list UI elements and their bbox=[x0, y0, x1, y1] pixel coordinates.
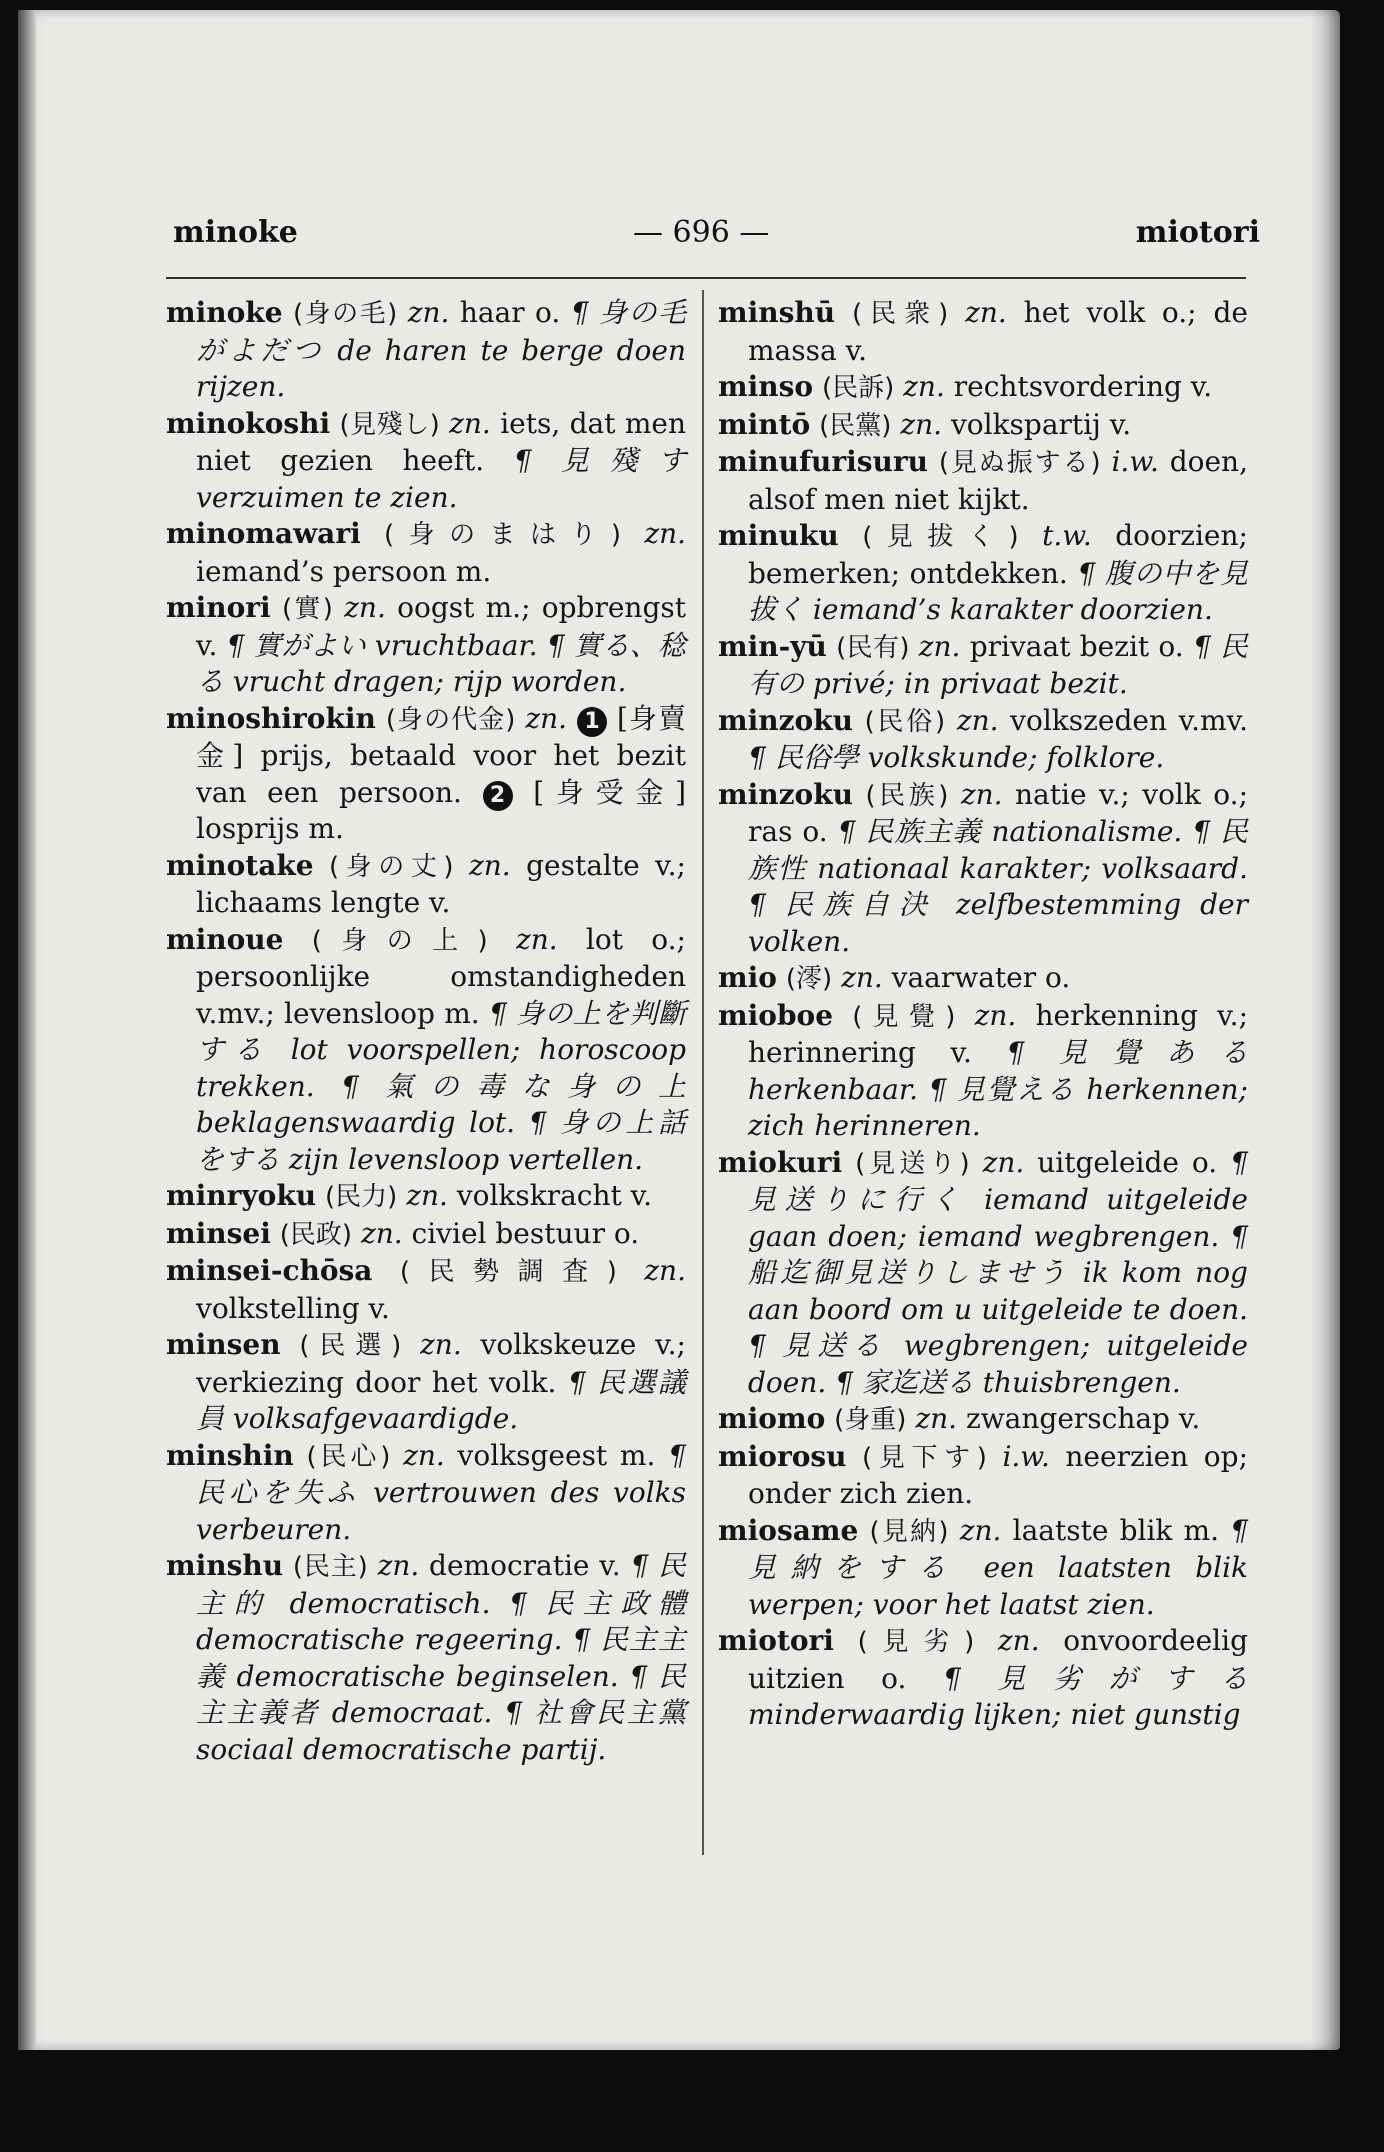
entry-hw: minuku bbox=[718, 519, 839, 552]
dictionary-entry bbox=[718, 960, 1248, 998]
entry-ja: (民力) bbox=[324, 1182, 398, 1212]
entry-tr: uitgeleide o. bbox=[1037, 1145, 1218, 1179]
entry-hw: mintō bbox=[718, 407, 811, 441]
entry-hw: minokoshi bbox=[166, 406, 331, 440]
entry-rest: ¶ 見劣がする minderwaardig lijken; niet gunstig bbox=[748, 1661, 1249, 1731]
entry-ja: (見下す) bbox=[862, 1442, 987, 1473]
entry-pos: zn. bbox=[377, 1549, 420, 1582]
dictionary-entry bbox=[166, 701, 686, 848]
dictionary-entry bbox=[166, 1548, 686, 1768]
entry-ja: (澪) bbox=[785, 964, 833, 994]
dictionary-page bbox=[18, 10, 1340, 2050]
dictionary-entry bbox=[718, 703, 1248, 777]
entry-tr: civiel bestuur o. bbox=[411, 1216, 640, 1250]
dictionary-entry bbox=[718, 1145, 1248, 1402]
entry-hw: minzoku bbox=[718, 777, 853, 811]
dictionary-entry bbox=[718, 1513, 1248, 1624]
dictionary-entry bbox=[166, 1253, 686, 1327]
entry-tr: neerzien op; onder zich zien. bbox=[748, 1439, 1249, 1510]
entry-tr: natie v.; volk o.; ras o. bbox=[748, 777, 1249, 848]
entry-tr: lot o.; persoonlijke omstandigheden v.mv.; levensloop m. bbox=[196, 922, 686, 1030]
entry-ja: (民主) bbox=[292, 1552, 368, 1582]
entry-pos: zn. bbox=[420, 1328, 462, 1361]
entry-tr: iemand’s persoon m. bbox=[196, 554, 492, 588]
entry-ja: (身のまはり) bbox=[384, 520, 621, 550]
dictionary-entry bbox=[718, 407, 1248, 445]
page-spine bbox=[18, 10, 36, 2050]
dictionary-entry bbox=[166, 590, 686, 701]
entry-hw: minshū bbox=[718, 296, 836, 329]
entry-hw: mio bbox=[718, 961, 777, 994]
entry-pos: zn. bbox=[841, 961, 883, 994]
entry-tr: privaat bezit o. bbox=[969, 629, 1184, 663]
entry-pos: zn. bbox=[644, 1254, 686, 1287]
entry-pos: zn. bbox=[959, 1513, 1002, 1547]
entry-tr: democratie v. bbox=[429, 1549, 621, 1582]
entry-tr: volksgeest m. bbox=[457, 1438, 656, 1472]
entry-tr: het volk o.; de massa v. bbox=[748, 296, 1248, 367]
entry-ja: (身重) bbox=[834, 1405, 907, 1435]
entry-pos: zn. bbox=[982, 1145, 1025, 1179]
page-number: — 696 — bbox=[633, 215, 770, 250]
entry-pos: zn. bbox=[965, 296, 1007, 329]
entry-hw: minoshirokin bbox=[166, 701, 376, 735]
entry-tr: volkskracht v. bbox=[456, 1179, 653, 1212]
entry-pos: zn. bbox=[918, 629, 961, 663]
entry-tr: rechtsvordering v. bbox=[953, 370, 1213, 403]
entry-tr: zwangerschap v. bbox=[965, 1402, 1201, 1435]
entry-pos: zn. bbox=[974, 998, 1017, 1032]
entry-tr: volkspartij v. bbox=[950, 407, 1132, 441]
entry-ja: (民衆) bbox=[852, 299, 949, 329]
entry-hw: minryoku bbox=[166, 1179, 317, 1212]
right-column bbox=[718, 295, 1248, 1734]
entry-hw: minoue bbox=[166, 922, 284, 956]
entry-tr: volkskeuze v.; verkiezing door het volk. bbox=[196, 1328, 686, 1399]
entry-rest: ¶ 腹の中を見拔く iemand’s karakter doorzien. bbox=[748, 556, 1248, 626]
entry-ja: (身の毛) bbox=[292, 299, 398, 329]
dictionary-entry bbox=[718, 777, 1248, 961]
entry-ja: (民俗) bbox=[864, 706, 946, 737]
entry-hw: miosame bbox=[718, 1513, 859, 1547]
entry-rest: ¶ 民有の privé; in privaat bezit. bbox=[748, 629, 1249, 700]
entry-ja: (民心) bbox=[306, 1441, 391, 1472]
entry-ja: (身の上) bbox=[311, 925, 488, 956]
entry-ja: (見劣) bbox=[857, 1627, 975, 1657]
entry-pos: zn. bbox=[468, 848, 511, 882]
entry-pos: zn. bbox=[407, 296, 450, 329]
entry-hw: minomawari bbox=[166, 517, 361, 550]
dictionary-entry bbox=[166, 922, 686, 1179]
entry-ja: (實) bbox=[281, 594, 333, 624]
entry-tr: herkenning v.; herinnering v. bbox=[748, 998, 1249, 1069]
entry-tr: iets, dat men niet gezien heeft. bbox=[196, 406, 687, 477]
entry-hw: minshu bbox=[166, 1549, 284, 1582]
running-head-left: minoke bbox=[173, 215, 298, 250]
entry-rest: ¶ 身の毛がよだつ de haren te berge doen rijzen. bbox=[196, 296, 687, 403]
entry-hw: minotake bbox=[166, 848, 314, 882]
dictionary-entry bbox=[166, 406, 686, 517]
page-edge-shadow bbox=[1310, 10, 1340, 2050]
dictionary-entry bbox=[718, 518, 1248, 629]
dictionary-entry bbox=[166, 516, 686, 590]
entry-rest: ¶ 民俗學 volkskunde; folklore. bbox=[748, 741, 1165, 774]
entry-ja: (見送り) bbox=[855, 1148, 970, 1179]
dictionary-entry bbox=[718, 629, 1248, 703]
entry-ja: (民勢調査) bbox=[399, 1257, 617, 1287]
entry-pos: i.w. bbox=[1111, 445, 1159, 478]
dictionary-entry bbox=[166, 1216, 686, 1254]
entry-pos: t.w. bbox=[1042, 519, 1092, 552]
entry-rest: ¶ 民選議員 volksafgevaardigde. bbox=[196, 1365, 686, 1435]
entry-rest: ¶ 見送りに行く iemand uitgeleide gaan doen; iemand wegbrengen. ¶ 船迄御見送りしませう ik kom nog aan boord om u uitgeleide te doen. ¶ 見送る wegbrengen; uitgeleide doen. ¶ 家迄送る thuisbrengen. bbox=[748, 1145, 1248, 1399]
entry-pos: zn. bbox=[997, 1624, 1040, 1657]
entry-hw: minoke bbox=[166, 296, 283, 329]
entry-ja: (民訴) bbox=[821, 373, 895, 403]
entry-hw: minsei bbox=[166, 1216, 271, 1250]
entry-hw: minufurisuru bbox=[718, 445, 928, 478]
entry-hw: mioboe bbox=[718, 998, 834, 1032]
entry-pos: i.w. bbox=[1002, 1439, 1050, 1473]
entry-tr: doorzien; bemerken; ontdekken. bbox=[748, 519, 1248, 590]
header-rule bbox=[166, 277, 1246, 279]
sense-1-marker: 1 bbox=[577, 707, 607, 737]
dictionary-entry bbox=[166, 295, 686, 406]
entry-rest: ¶ 見殘す verzuimen te zien. bbox=[196, 444, 687, 514]
entry-ja: (見殘し) bbox=[339, 409, 440, 440]
entry-ja: (民族) bbox=[865, 780, 949, 811]
entry-pos: zn. bbox=[915, 1402, 958, 1435]
entry-tr: onvoordeelig uitzien o. bbox=[748, 1624, 1249, 1695]
dictionary-entry bbox=[718, 998, 1248, 1145]
entry-tr: gestalte v.; lichaams lengte v. bbox=[196, 848, 686, 919]
column-divider bbox=[702, 290, 704, 1855]
entry-rest: ¶ 見納をする een laatsten blik werpen; voor het laatst zien. bbox=[748, 1513, 1248, 1621]
entry-pos: zn. bbox=[406, 1179, 448, 1212]
dictionary-entry bbox=[166, 1438, 686, 1549]
entry-ja: (見拔く) bbox=[862, 522, 1019, 552]
entry-ja: (民選) bbox=[299, 1331, 402, 1361]
entry-ja: (見覺) bbox=[852, 1001, 956, 1032]
entry-tr: laatste blik m. bbox=[1012, 1513, 1219, 1547]
entry-ja: (民政) bbox=[279, 1219, 353, 1250]
left-column bbox=[166, 295, 686, 1768]
entry-tr: vaarwater o. bbox=[891, 961, 1071, 994]
entry-ja: (見ぬ振する) bbox=[938, 448, 1101, 478]
entry-hw: minshin bbox=[166, 1438, 294, 1472]
entry-ja: (民黨) bbox=[819, 410, 892, 441]
entry-pos: zn. bbox=[449, 406, 491, 440]
dictionary-entry bbox=[718, 369, 1248, 407]
entry-pos: zn. bbox=[960, 777, 1003, 811]
entry-hw: minzoku bbox=[718, 703, 853, 737]
entry-hw: minso bbox=[718, 370, 814, 403]
entry-rest: ¶ 民心を失ふ vertrouwen des volks verbeuren. bbox=[196, 1438, 686, 1546]
entry-tr: volkstelling v. bbox=[196, 1291, 390, 1325]
entry-pos: zn. bbox=[900, 407, 943, 441]
dictionary-entry bbox=[718, 1401, 1248, 1439]
dictionary-entry bbox=[166, 848, 686, 922]
entry-pos: zn. bbox=[956, 703, 999, 737]
entry-tr: volkszeden v.mv. bbox=[1010, 703, 1248, 737]
dictionary-entry bbox=[166, 1178, 686, 1216]
dictionary-entry bbox=[718, 1439, 1248, 1513]
running-head-right: miotori bbox=[1135, 215, 1260, 250]
entry-tr2: [身受金] losprijs m. bbox=[196, 775, 686, 845]
entry-ja: (民有) bbox=[836, 632, 910, 663]
dictionary-entry bbox=[166, 1327, 686, 1438]
entry-pos: zn. bbox=[360, 1216, 403, 1250]
dictionary-entry bbox=[718, 444, 1248, 518]
entry-tr: doen, alsof men niet kijkt. bbox=[748, 445, 1248, 516]
entry-pos: zn. bbox=[515, 922, 558, 956]
entry-ja: (身の丈) bbox=[329, 851, 454, 882]
entry-rest: ¶ 實がよい vruchtbaar. ¶ 實る、稔る vrucht dragen; rijp worden. bbox=[196, 628, 686, 698]
entry-pos: zn. bbox=[903, 370, 945, 403]
entry-rest: ¶ 身の上を判斷する lot voorspellen; horoscoop trekken. ¶ 氣の毒な身の上 beklagenswaardig lot. ¶ 身の上話をする zijn levensloop vertellen. bbox=[196, 996, 686, 1176]
entry-ja: (身の代金) bbox=[385, 704, 516, 735]
entry-rest: ¶ 民族主義 nationalisme. ¶ 民族性 nationaal karakter; volksaard. ¶ 民族自決 zelfbestemming der volken. bbox=[748, 815, 1248, 958]
entry-hw: miomo bbox=[718, 1402, 826, 1435]
entry-tr: [身賣金] prijs, betaald voor het bezit van een persoon. bbox=[196, 701, 686, 809]
dictionary-entry bbox=[718, 1623, 1248, 1734]
entry-rest: ¶ 見覺ある herkenbaar. ¶ 見覺える herkennen; zich herinneren. bbox=[748, 1036, 1248, 1142]
entry-tr: haar o. bbox=[459, 296, 561, 329]
entry-pos: zn. bbox=[344, 591, 386, 624]
entry-pos: zn. bbox=[403, 1438, 445, 1472]
sense-2-marker: 2 bbox=[483, 781, 513, 811]
entry-pos: zn. bbox=[525, 701, 568, 735]
entry-pos: zn. bbox=[644, 517, 686, 550]
entry-hw: miotori bbox=[718, 1624, 834, 1657]
dictionary-entry bbox=[718, 295, 1248, 369]
entry-hw: minsen bbox=[166, 1328, 281, 1361]
entry-rest: ¶ 民主的 democratisch. ¶ 民主政體 democratische regeering. ¶ 民主主義 democratische beginselen. ¶ 民主主義者 democraat. ¶ 社會民主黨 sociaal democratische partij. bbox=[196, 1549, 687, 1766]
entry-hw: minori bbox=[166, 591, 271, 624]
entry-ja: (見納) bbox=[869, 1516, 949, 1547]
entry-tr: oogst m.; opbrengst v. bbox=[196, 591, 686, 662]
entry-hw: minsei-chōsa bbox=[166, 1254, 373, 1287]
entry-hw: min-yū bbox=[718, 629, 827, 663]
entry-hw: miokuri bbox=[718, 1145, 843, 1179]
entry-hw: miorosu bbox=[718, 1439, 847, 1473]
